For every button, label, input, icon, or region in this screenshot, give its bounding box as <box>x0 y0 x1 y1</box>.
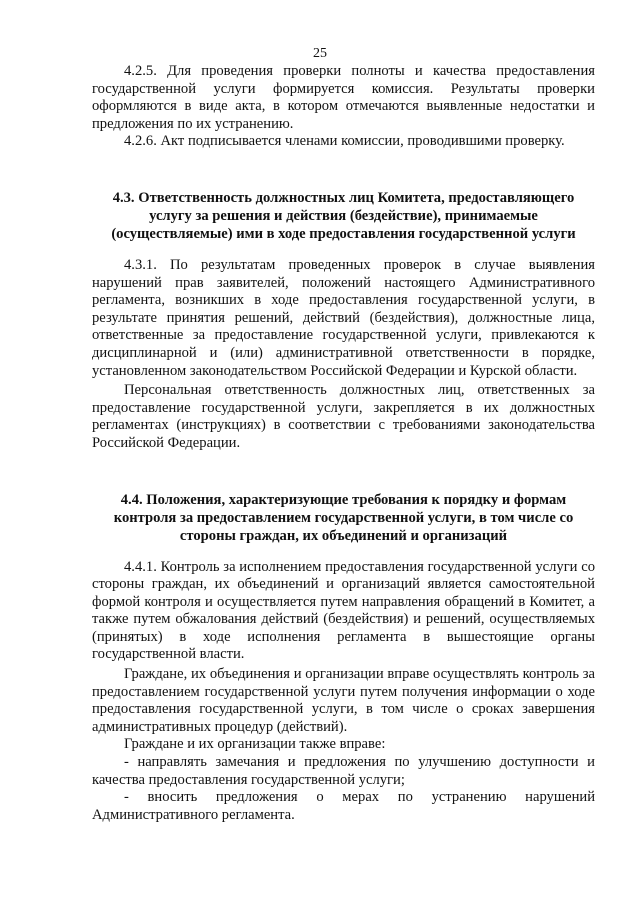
heading-line: 4.4. Положения, характеризующие требования к порядку и формам <box>120 491 567 508</box>
paragraph-4-2-5: 4.2.5. Для проведения проверки полноты и качества предоставления государственной услуги формируется комиссия. Результаты проверки оформляются в виде акта, в котором отмечаются выявленные недостатки и предложения по их устранению. <box>92 63 595 132</box>
heading-line: стороны граждан, их объединений и организаций <box>179 527 508 544</box>
section-heading-4-4 <box>92 491 595 545</box>
list-item-proposals: - вносить предложения о мерах по устранению нарушений Административного регламента. <box>92 789 595 823</box>
page-number: 25 <box>313 46 327 61</box>
heading-line: (осуществляемые) ими в ходе предоставления государственной услуги <box>111 225 576 242</box>
paragraph-personal-responsibility: Персональная ответственность должностных лиц, ответственных за предоставление государственной услуги, закрепляется в их должностных регламентах (инструкциях) в соответствии с требованиями законодательства Российской Федерации. <box>92 382 595 451</box>
paragraph-4-3-1: 4.3.1. По результатам проведенных проверок в случае выявления нарушений прав заявителей, положений настоящего Административного регламента, возникших в ходе предоставления государственной услуги, в результате принятия решений, действий (бездействия), должностные лица, ответственные за предоставление государственной услуги, привлекаются к дисциплинарной и (или) административной ответственности в порядке, установленном законодательством Российской Федерации и Курской области. <box>92 256 595 379</box>
heading-line: услугу за решения и действия (бездействие), принимаемые <box>149 207 538 224</box>
paragraph-4-4-1: 4.4.1. Контроль за исполнением предоставления государственной услуги со стороны граждан, их объединений и организаций является самостоятельной формой контроля и осуществляется путем направления обращений в Комитет, а также путем обжалования действий (бездействия) и решений, осуществляемых (принятых) в ходе исполнения регламента в вышестоящие органы государственной власти. <box>92 558 595 663</box>
document-body <box>92 63 595 824</box>
list-item-remarks: - направлять замечания и предложения по улучшению доступности и качества предоставления государственной услуги; <box>92 754 595 788</box>
paragraph-citizens-rights: Граждане, их объединения и организации вправе осуществлять контроль за предоставлением государственной услуги путем получения информации о ходе предоставления государственной услуги, в том числе о сроках завершения административных процедур (действий). <box>92 666 595 735</box>
paragraph-4-2-6: 4.2.6. Акт подписывается членами комиссии, проводившими проверку. <box>124 133 565 150</box>
heading-line: контроля за предоставлением государственной услуги, в том числе со <box>113 509 574 526</box>
paragraph-also-entitled: Граждане и их организации также вправе: <box>124 736 386 753</box>
section-heading-4-3 <box>92 189 595 243</box>
heading-line: 4.3. Ответственность должностных лиц Комитета, предоставляющего <box>112 189 575 206</box>
